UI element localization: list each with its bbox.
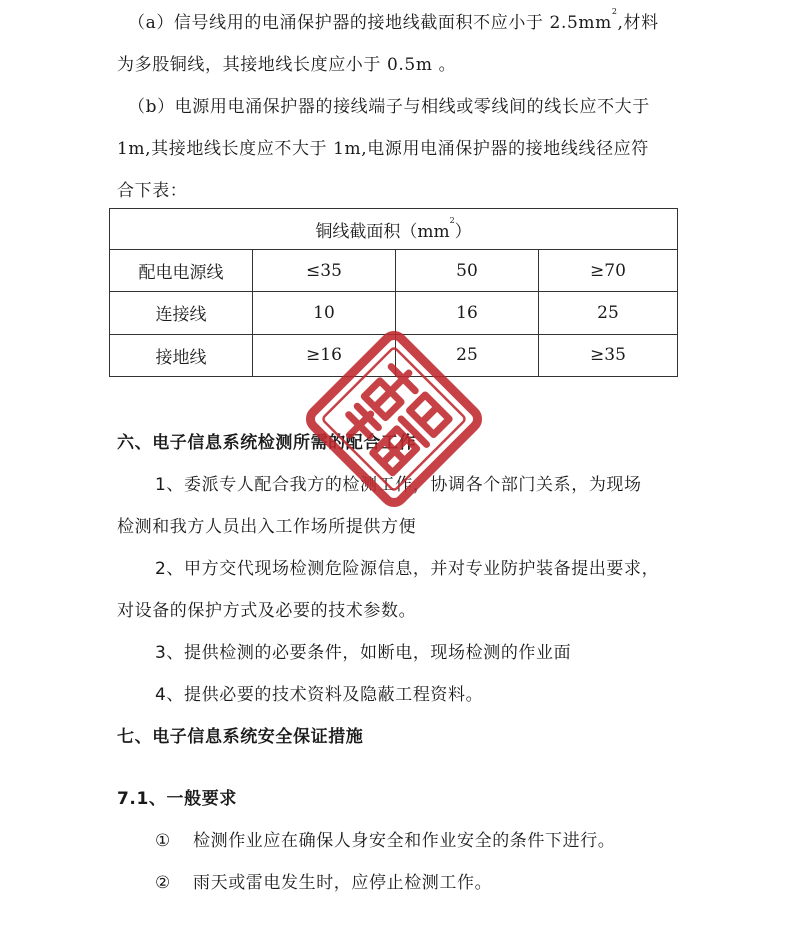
section-6-item-4: 4、提供必要的技术资料及隐蔽工程资料。: [155, 685, 484, 705]
section-6-item-1-line-2: 检测和我方人员出入工作场所提供方便: [117, 517, 417, 537]
para-b-line-3: 合下表：: [117, 181, 188, 201]
table-cell: 10: [253, 292, 396, 334]
table-row: [110, 250, 678, 292]
list-item-text: 雨天或雷电发生时，应停止检测工作。: [193, 873, 493, 893]
row-label: 接地线: [110, 334, 253, 376]
row-label: 配电电源线: [110, 250, 253, 292]
table-cell: 25: [539, 292, 678, 334]
list-item: [155, 868, 492, 893]
table-cell: ≤35: [253, 250, 396, 292]
row-label: 连接线: [110, 292, 253, 334]
para-a-line-2: 为多股铜线，其接地线长度应小于 0.5m 。: [117, 55, 457, 75]
list-item-text: 检测作业应在确保人身安全和作业安全的条件下进行。: [193, 831, 616, 851]
para-b-line-1: （b）电源用电涌保护器的接线端子与相线或零线间的线长应不大于: [128, 97, 650, 117]
para-b-line-2: 1m,其接地线长度应不大于 1m,电源用电涌保护器的接地线线径应符: [117, 139, 649, 159]
seal-stamp: [303, 328, 485, 510]
table-cell: 16: [396, 292, 539, 334]
list-item: [155, 826, 615, 851]
table-cell: ≥70: [539, 250, 678, 292]
section-6-item-2-line-2: 对设备的保护方式及必要的技术参数。: [117, 601, 417, 621]
table-cell: 25: [396, 334, 539, 376]
section-6-item-3: 3、提供检测的必要条件，如断电，现场检测的作业面: [155, 643, 572, 663]
section-6-title: 六、电子信息系统检测所需的配合工作: [117, 433, 417, 453]
section-6-item-2-line-1: 2、甲方交代现场检测危险源信息，并对专业防护装备提出要求，: [155, 559, 660, 579]
table-cell: 50: [396, 250, 539, 292]
table-cell: ≥35: [539, 334, 678, 376]
list-marker: ①: [155, 831, 171, 851]
section-6-item-1-line-1: 1、委派专人配合我方的检测工作，协调各个部门关系，为现场: [155, 475, 642, 495]
para-a-line-1: （a）信号线用的电涌保护器的接地线截面积不应小于 $2.5mm^2$,材料: [128, 7, 659, 33]
table-cell: ≥16: [253, 334, 396, 376]
section-7-1-title: 7.1、一般要求: [117, 789, 237, 809]
section-7-title: 七、电子信息系统安全保证措施: [117, 727, 364, 747]
table-header: 铜线截面积$(mm^2)$: [110, 209, 678, 250]
list-marker: ②: [155, 873, 171, 893]
